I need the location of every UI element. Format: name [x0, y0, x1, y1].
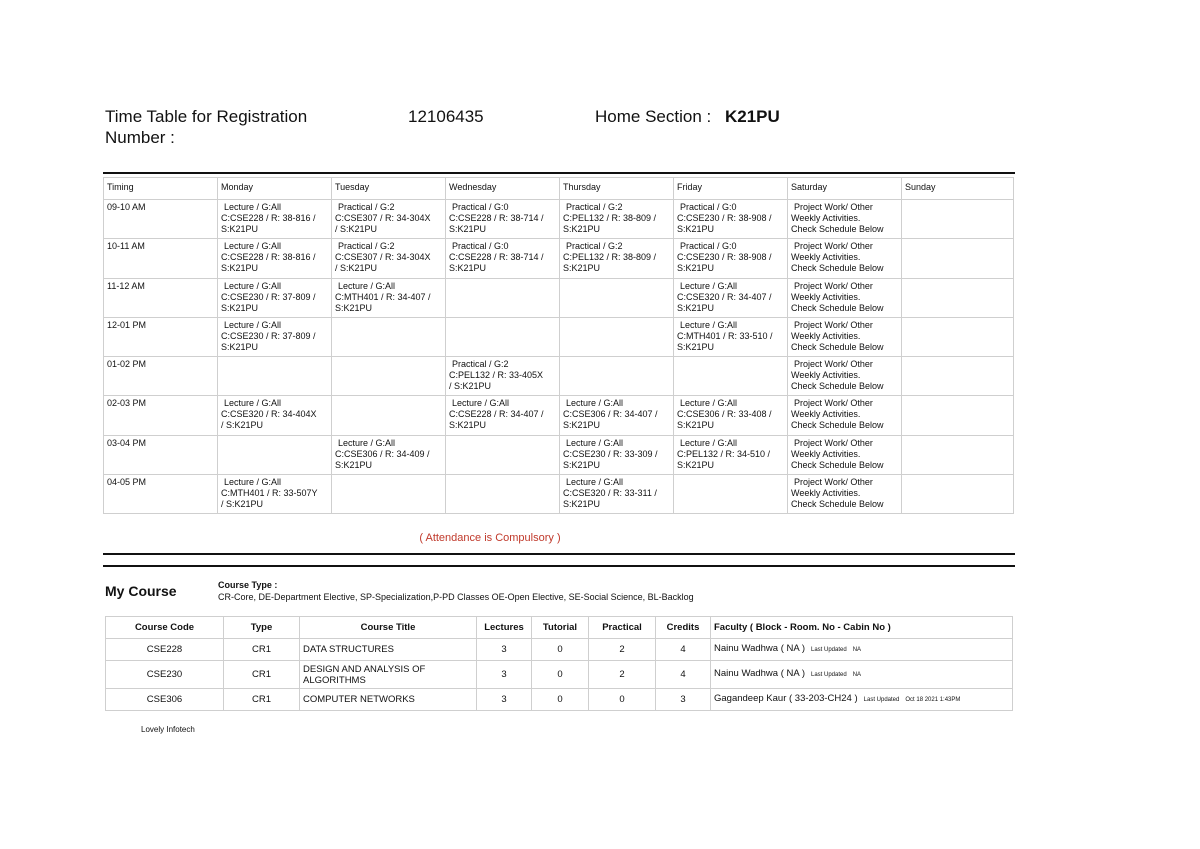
- class-entry-line: Check Schedule Below: [791, 341, 884, 352]
- course-lectures: 3: [477, 661, 532, 689]
- class-entry-line: Lecture / G:All: [338, 280, 396, 291]
- class-entry-line: Practical / G:2: [566, 241, 623, 252]
- class-entry-line: Weekly Activities.: [791, 448, 861, 459]
- class-entry: [218, 239, 332, 278]
- empty-slot: [446, 435, 560, 474]
- class-entry-line: C:CSE230 / R: 37-809 /: [221, 330, 316, 341]
- class-entry-line: / S:K21PU: [221, 499, 264, 510]
- class-entry: [446, 357, 560, 396]
- class-entry-line: Lecture / G:All: [224, 280, 282, 291]
- class-entry-line: Lecture / G:All: [452, 398, 510, 409]
- empty-slot: [674, 475, 788, 514]
- class-entry-line: C:PEL132 / R: 34-510 /: [677, 448, 771, 459]
- course-title: DATA STRUCTURES: [300, 639, 477, 661]
- class-entry-line: C:CSE228 / R: 38-816 /: [221, 213, 316, 223]
- class-entry-line: C:CSE306 / R: 33-408 /: [677, 409, 772, 420]
- timetable-row: [104, 435, 1014, 474]
- my-course-title: My Course: [105, 583, 177, 599]
- footer-credit: Lovely Infotech: [141, 725, 195, 734]
- class-entry-line: C:CSE307 / R: 34-304X: [335, 252, 431, 263]
- empty-slot: [902, 396, 1014, 435]
- course-title: COMPUTER NETWORKS: [300, 689, 477, 711]
- class-entry: [218, 475, 332, 514]
- time-slot: 09-10 AM: [104, 200, 218, 239]
- course-table: [105, 616, 1013, 711]
- empty-slot: [560, 357, 674, 396]
- class-entry-line: Project Work/ Other: [794, 241, 873, 252]
- timetable-col-header: Wednesday: [446, 178, 560, 200]
- class-entry: [332, 278, 446, 317]
- course-credits: 4: [656, 661, 711, 689]
- empty-slot: [902, 278, 1014, 317]
- class-entry: [446, 396, 560, 435]
- empty-slot: [902, 200, 1014, 239]
- timetable-row: [104, 278, 1014, 317]
- class-entry-line: Check Schedule Below: [791, 263, 884, 274]
- class-entry-line: Project Work/ Other: [794, 477, 873, 488]
- empty-slot: [902, 317, 1014, 356]
- empty-slot: [902, 239, 1014, 278]
- last-updated-value: NA: [852, 672, 862, 678]
- class-entry-line: Project Work/ Other: [794, 202, 873, 212]
- empty-slot: [332, 317, 446, 356]
- registration-number: 12106435: [408, 107, 484, 126]
- empty-slot: [218, 435, 332, 474]
- class-entry: [560, 200, 674, 239]
- class-entry: [788, 435, 902, 474]
- class-entry-line: Practical / G:2: [566, 202, 623, 212]
- timetable-row: [104, 317, 1014, 356]
- timetable-col-header: Timing: [104, 178, 218, 200]
- class-entry: [674, 278, 788, 317]
- class-entry-line: S:K21PU: [335, 302, 373, 313]
- class-entry-line: S:K21PU: [449, 420, 487, 431]
- course-col-header: Credits: [656, 617, 711, 639]
- class-entry-line: S:K21PU: [677, 459, 715, 470]
- timetable-col-header: Sunday: [902, 178, 1014, 200]
- class-entry-line: Weekly Activities.: [791, 409, 861, 420]
- class-entry-line: / S:K21PU: [335, 224, 378, 234]
- class-entry-line: S:K21PU: [335, 459, 373, 470]
- class-entry-line: S:K21PU: [221, 341, 259, 352]
- class-entry: [332, 239, 446, 278]
- timetable-col-header: Thursday: [560, 178, 674, 200]
- course-code: CSE228: [106, 639, 224, 661]
- class-entry-line: Project Work/ Other: [794, 398, 873, 409]
- course-practical: 2: [589, 661, 656, 689]
- empty-slot: [446, 317, 560, 356]
- class-entry-line: S:K21PU: [449, 224, 487, 234]
- empty-slot: [902, 357, 1014, 396]
- class-entry: [788, 475, 902, 514]
- class-entry-line: Check Schedule Below: [791, 459, 884, 470]
- time-slot: 02-03 PM: [104, 396, 218, 435]
- course-faculty-cell: [711, 639, 1013, 661]
- class-entry-line: Practical / G:2: [338, 241, 395, 252]
- class-entry-line: Lecture / G:All: [224, 319, 282, 330]
- time-slot: 10-11 AM: [104, 239, 218, 278]
- timetable-row: [104, 396, 1014, 435]
- class-entry-line: C:CSE230 / R: 38-908 /: [677, 213, 772, 223]
- class-entry: [560, 475, 674, 514]
- course-col-header: Tutorial: [532, 617, 589, 639]
- time-slot: 11-12 AM: [104, 278, 218, 317]
- class-entry-line: S:K21PU: [677, 224, 715, 234]
- empty-slot: [332, 357, 446, 396]
- empty-slot: [560, 317, 674, 356]
- course-practical: 0: [589, 689, 656, 711]
- timetable-row: [104, 357, 1014, 396]
- time-slot: 04-05 PM: [104, 475, 218, 514]
- class-entry-line: S:K21PU: [677, 302, 715, 313]
- class-entry-line: S:K21PU: [449, 263, 487, 274]
- last-updated-value: NA: [852, 647, 862, 653]
- timetable-row: [104, 239, 1014, 278]
- last-updated-label: Last Updated: [863, 697, 900, 703]
- header-divider: [103, 172, 1015, 174]
- class-entry-line: Practical / G:0: [452, 202, 509, 212]
- timetable-col-header: Saturday: [788, 178, 902, 200]
- class-entry-line: C:PEL132 / R: 38-809 /: [563, 252, 657, 263]
- class-entry-line: S:K21PU: [563, 224, 601, 234]
- class-entry-line: S:K21PU: [563, 499, 601, 510]
- class-entry: [446, 200, 560, 239]
- class-entry: [218, 278, 332, 317]
- last-updated-label: Last Updated: [811, 647, 847, 653]
- empty-slot: [446, 475, 560, 514]
- course-type: CR1: [224, 661, 300, 689]
- class-entry-line: Weekly Activities.: [791, 252, 861, 263]
- class-entry: [788, 396, 902, 435]
- class-entry-line: Weekly Activities.: [791, 330, 861, 341]
- empty-slot: [902, 435, 1014, 474]
- course-practical: 2: [589, 639, 656, 661]
- class-entry: [788, 317, 902, 356]
- class-entry-line: C:MTH401 / R: 33-510 /: [677, 330, 773, 341]
- time-slot: 01-02 PM: [104, 357, 218, 396]
- class-entry-line: S:K21PU: [677, 341, 715, 352]
- course-title: DESIGN AND ANALYSIS OF ALGORITHMS: [300, 661, 477, 689]
- class-entry-line: Practical / G:2: [338, 202, 395, 212]
- course-code: CSE306: [106, 689, 224, 711]
- class-entry-line: C:CSE320 / R: 33-311 /: [563, 488, 657, 499]
- last-updated-value: Oct 18 2021 1:43PM: [905, 697, 961, 703]
- class-entry: [560, 396, 674, 435]
- last-updated-label: Last Updated: [811, 672, 847, 678]
- class-entry-line: C:MTH401 / R: 33-507Y: [221, 488, 318, 499]
- timetable: [103, 177, 1014, 514]
- class-entry-line: Weekly Activities.: [791, 213, 861, 223]
- class-entry-line: Check Schedule Below: [791, 302, 884, 313]
- course-type-description: CR-Core, DE-Department Elective, SP-Specialization,P-PD Classes OE-Open Elective, SE-Social Science, BL-Backlog: [218, 592, 694, 602]
- course-faculty: Nainu Wadhwa ( NA ): [714, 668, 805, 679]
- empty-slot: [446, 278, 560, 317]
- class-entry-line: Check Schedule Below: [791, 499, 884, 510]
- class-entry-line: Lecture / G:All: [566, 437, 624, 448]
- class-entry-line: Project Work/ Other: [794, 319, 873, 330]
- class-entry-line: S:K21PU: [221, 263, 259, 274]
- class-entry-line: C:CSE228 / R: 38-714 /: [449, 252, 544, 263]
- timetable-row: [104, 200, 1014, 239]
- course-col-header: Course Code: [106, 617, 224, 639]
- class-entry: [560, 239, 674, 278]
- class-entry: [332, 435, 446, 474]
- course-col-header: Type: [224, 617, 300, 639]
- class-entry-line: S:K21PU: [563, 459, 601, 470]
- class-entry-line: Lecture / G:All: [224, 398, 282, 409]
- class-entry: [674, 317, 788, 356]
- timetable-row: [104, 475, 1014, 514]
- class-entry-line: C:CSE228 / R: 34-407 /: [449, 409, 544, 420]
- class-entry-line: Weekly Activities.: [791, 291, 861, 302]
- class-entry-line: Project Work/ Other: [794, 437, 873, 448]
- class-entry-line: S:K21PU: [221, 224, 259, 234]
- timetable-col-header: Monday: [218, 178, 332, 200]
- class-entry-line: Lecture / G:All: [680, 437, 738, 448]
- class-entry-line: Practical / G:0: [452, 241, 509, 252]
- course-row: [106, 661, 1013, 689]
- class-entry-line: Project Work/ Other: [794, 359, 873, 370]
- empty-slot: [332, 396, 446, 435]
- class-entry: [674, 396, 788, 435]
- course-tutorial: 0: [532, 639, 589, 661]
- empty-slot: [902, 475, 1014, 514]
- class-entry-line: C:CSE230 / R: 37-809 /: [221, 291, 316, 302]
- class-entry-line: C:PEL132 / R: 33-405X: [449, 370, 544, 381]
- class-entry-line: C:CSE306 / R: 34-407 /: [563, 409, 658, 420]
- class-entry-line: C:CSE228 / R: 38-816 /: [221, 252, 316, 263]
- class-entry-line: Lecture / G:All: [680, 280, 738, 291]
- timetable-col-header: Tuesday: [332, 178, 446, 200]
- home-section-value: K21PU: [725, 107, 780, 126]
- class-entry-line: Practical / G:2: [452, 359, 509, 370]
- class-entry: [788, 278, 902, 317]
- class-entry: [674, 239, 788, 278]
- class-entry-line: Practical / G:0: [680, 241, 737, 252]
- class-entry-line: C:CSE230 / R: 33-309 /: [563, 448, 658, 459]
- empty-slot: [218, 357, 332, 396]
- course-tutorial: 0: [532, 661, 589, 689]
- class-entry-line: Weekly Activities.: [791, 370, 861, 381]
- course-col-header: Faculty ( Block - Room. No - Cabin No ): [711, 617, 1013, 639]
- class-entry-line: C:CSE307 / R: 34-304X: [335, 213, 431, 223]
- class-entry-line: S:K21PU: [677, 420, 715, 431]
- course-type-label: Course Type :: [218, 580, 278, 590]
- time-slot: 12-01 PM: [104, 317, 218, 356]
- course-credits: 3: [656, 689, 711, 711]
- class-entry: [560, 435, 674, 474]
- class-entry: [446, 239, 560, 278]
- course-col-header: Course Title: [300, 617, 477, 639]
- class-entry-line: C:CSE320 / R: 34-407 /: [677, 291, 772, 302]
- class-entry-line: Lecture / G:All: [566, 477, 624, 488]
- class-entry: [332, 200, 446, 239]
- course-faculty: Nainu Wadhwa ( NA ): [714, 643, 805, 654]
- class-entry-line: Lecture / G:All: [224, 241, 282, 252]
- timetable-col-header: Friday: [674, 178, 788, 200]
- course-faculty: Gagandeep Kaur ( 33-203-CH24 ): [714, 693, 858, 704]
- class-entry-line: Project Work/ Other: [794, 280, 873, 291]
- page-header: [105, 106, 1015, 152]
- class-entry: [674, 435, 788, 474]
- attendance-note: ( Attendance is Compulsory ): [419, 532, 561, 544]
- class-entry: [218, 317, 332, 356]
- section-divider-top: [103, 553, 1015, 555]
- section-divider-bottom: [103, 565, 1015, 567]
- course-credits: 4: [656, 639, 711, 661]
- class-entry-line: S:K21PU: [563, 420, 601, 431]
- class-entry-line: Lecture / G:All: [680, 319, 738, 330]
- course-faculty-cell: [711, 661, 1013, 689]
- course-lectures: 3: [477, 689, 532, 711]
- class-entry: [674, 200, 788, 239]
- class-entry-line: / S:K21PU: [335, 263, 378, 274]
- class-entry-line: S:K21PU: [221, 302, 259, 313]
- class-entry-line: Lecture / G:All: [224, 477, 282, 488]
- class-entry: [788, 200, 902, 239]
- course-type: CR1: [224, 639, 300, 661]
- class-entry-line: C:PEL132 / R: 38-809 /: [563, 213, 657, 223]
- class-entry-line: S:K21PU: [563, 263, 601, 274]
- course-row: [106, 639, 1013, 661]
- empty-slot: [560, 278, 674, 317]
- class-entry-line: Check Schedule Below: [791, 420, 884, 431]
- timetable-header-row: [104, 178, 1014, 200]
- class-entry-line: C:MTH401 / R: 34-407 /: [335, 291, 431, 302]
- class-entry: [218, 200, 332, 239]
- class-entry-line: C:CSE228 / R: 38-714 /: [449, 213, 544, 223]
- course-col-header: Practical: [589, 617, 656, 639]
- course-table-header-row: [106, 617, 1013, 639]
- class-entry-line: Lecture / G:All: [566, 398, 624, 409]
- class-entry-line: Lecture / G:All: [680, 398, 738, 409]
- home-section-label: Home Section :: [595, 107, 712, 126]
- course-row: [106, 689, 1013, 711]
- class-entry-line: Practical / G:0: [680, 202, 737, 212]
- class-entry-line: Lecture / G:All: [224, 202, 282, 212]
- class-entry: [218, 396, 332, 435]
- class-entry: [788, 357, 902, 396]
- class-entry-line: Lecture / G:All: [338, 437, 396, 448]
- empty-slot: [674, 357, 788, 396]
- time-slot: 03-04 PM: [104, 435, 218, 474]
- class-entry-line: C:CSE320 / R: 34-404X: [221, 409, 317, 420]
- class-entry-line: / S:K21PU: [221, 420, 264, 431]
- class-entry-line: Check Schedule Below: [791, 381, 884, 392]
- course-faculty-cell: [711, 689, 1013, 711]
- course-col-header: Lectures: [477, 617, 532, 639]
- class-entry-line: S:K21PU: [677, 263, 715, 274]
- class-entry-line: / S:K21PU: [449, 381, 492, 392]
- course-type: CR1: [224, 689, 300, 711]
- course-lectures: 3: [477, 639, 532, 661]
- class-entry-line: C:CSE230 / R: 38-908 /: [677, 252, 772, 263]
- class-entry: [788, 239, 902, 278]
- class-entry-line: Check Schedule Below: [791, 224, 884, 234]
- empty-slot: [332, 475, 446, 514]
- course-tutorial: 0: [532, 689, 589, 711]
- course-code: CSE230: [106, 661, 224, 689]
- class-entry-line: C:CSE306 / R: 34-409 /: [335, 448, 430, 459]
- registration-label: Time Table for Registration Number :: [105, 107, 308, 147]
- class-entry-line: Weekly Activities.: [791, 488, 861, 499]
